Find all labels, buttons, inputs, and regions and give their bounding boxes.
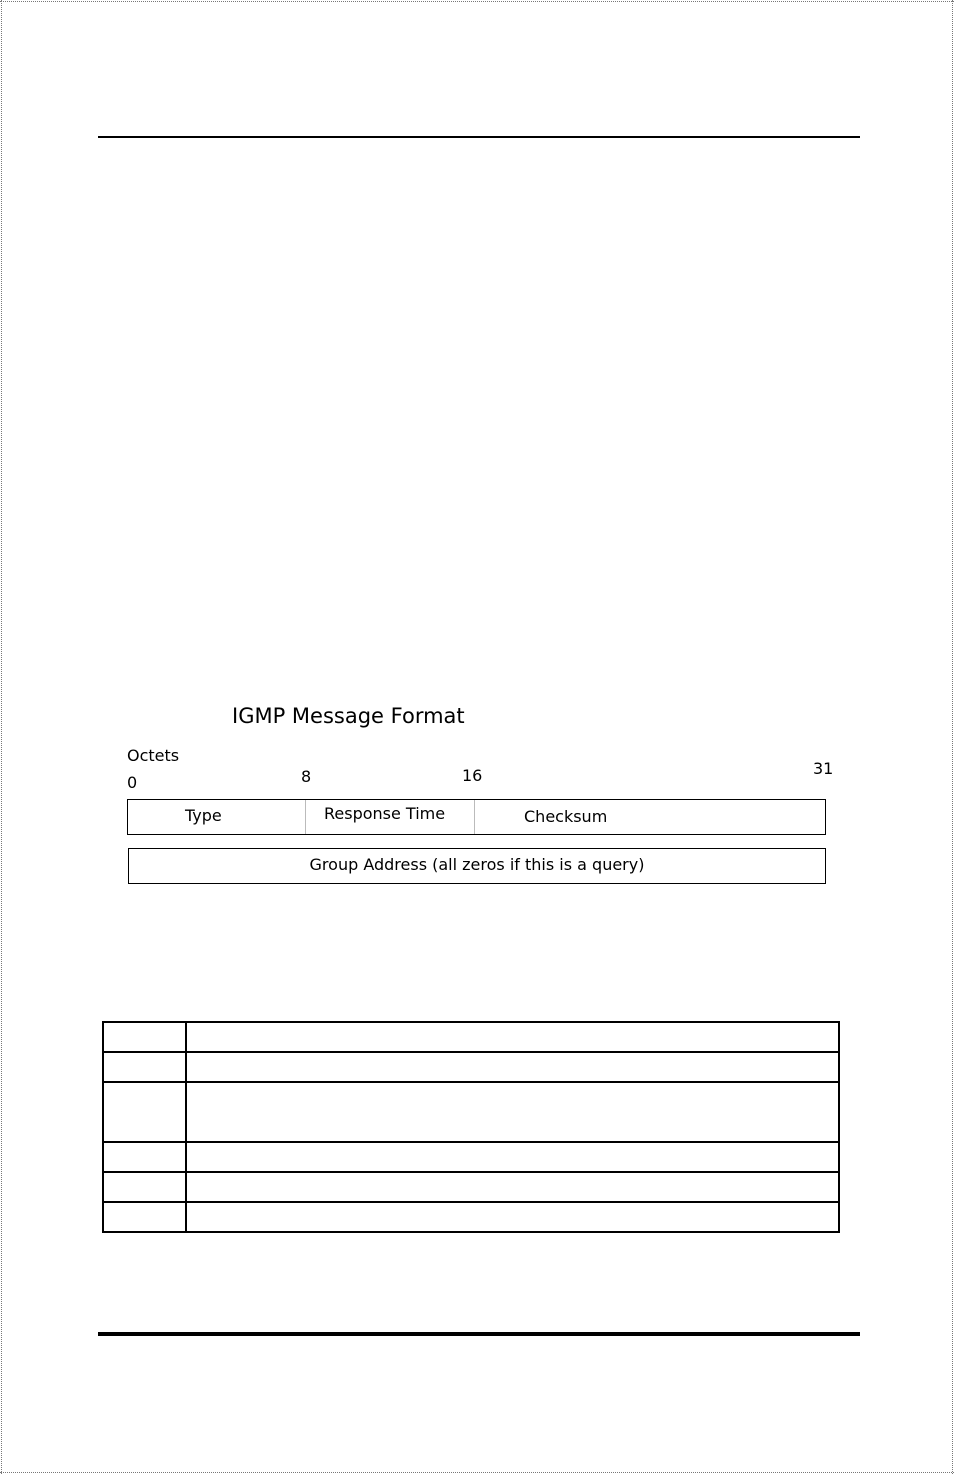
- octets-label: Octets: [127, 746, 180, 765]
- response-time-field-label: Response Time: [324, 804, 446, 823]
- table-cell: [186, 1172, 839, 1202]
- table-row: [103, 1022, 839, 1052]
- checksum-field-label: Checksum: [524, 807, 608, 826]
- table-cell: [186, 1022, 839, 1052]
- type-field-label: Type: [185, 806, 222, 825]
- table-cell: [186, 1082, 839, 1142]
- header-rule: [98, 136, 860, 138]
- page-border-top: [0, 1, 954, 2]
- table-cell: [103, 1052, 186, 1082]
- table-row: [103, 1052, 839, 1082]
- type-field: [128, 800, 305, 834]
- figure-title: IGMP Message Format: [232, 704, 465, 728]
- table-cell: [103, 1022, 186, 1052]
- bit-marker-31: 31: [813, 759, 834, 778]
- checksum-field: [474, 800, 826, 834]
- bit-marker-16: 16: [462, 766, 483, 785]
- page-border-left: [1, 0, 2, 1474]
- bit-marker-0: 0: [127, 773, 138, 792]
- table-row: [103, 1082, 839, 1142]
- table-row: [103, 1172, 839, 1202]
- header-fields-row: [127, 799, 826, 835]
- table-row: [103, 1142, 839, 1172]
- table-cell: [186, 1202, 839, 1232]
- group-address-field: Group Address (all zeros if this is a query): [128, 848, 826, 884]
- response-time-field: [305, 800, 474, 834]
- bit-marker-8: 8: [301, 767, 312, 786]
- table-cell: [186, 1142, 839, 1172]
- table-cell: [186, 1052, 839, 1082]
- table-cell: [103, 1202, 186, 1232]
- page-border-right: [952, 0, 953, 1474]
- page-border-bottom: [0, 1472, 954, 1473]
- table-row: [103, 1202, 839, 1232]
- footer-rule: [98, 1332, 860, 1336]
- igmp-fields-table: [102, 1021, 840, 1233]
- table-cell: [103, 1172, 186, 1202]
- table-cell: [103, 1082, 186, 1142]
- table-cell: [103, 1142, 186, 1172]
